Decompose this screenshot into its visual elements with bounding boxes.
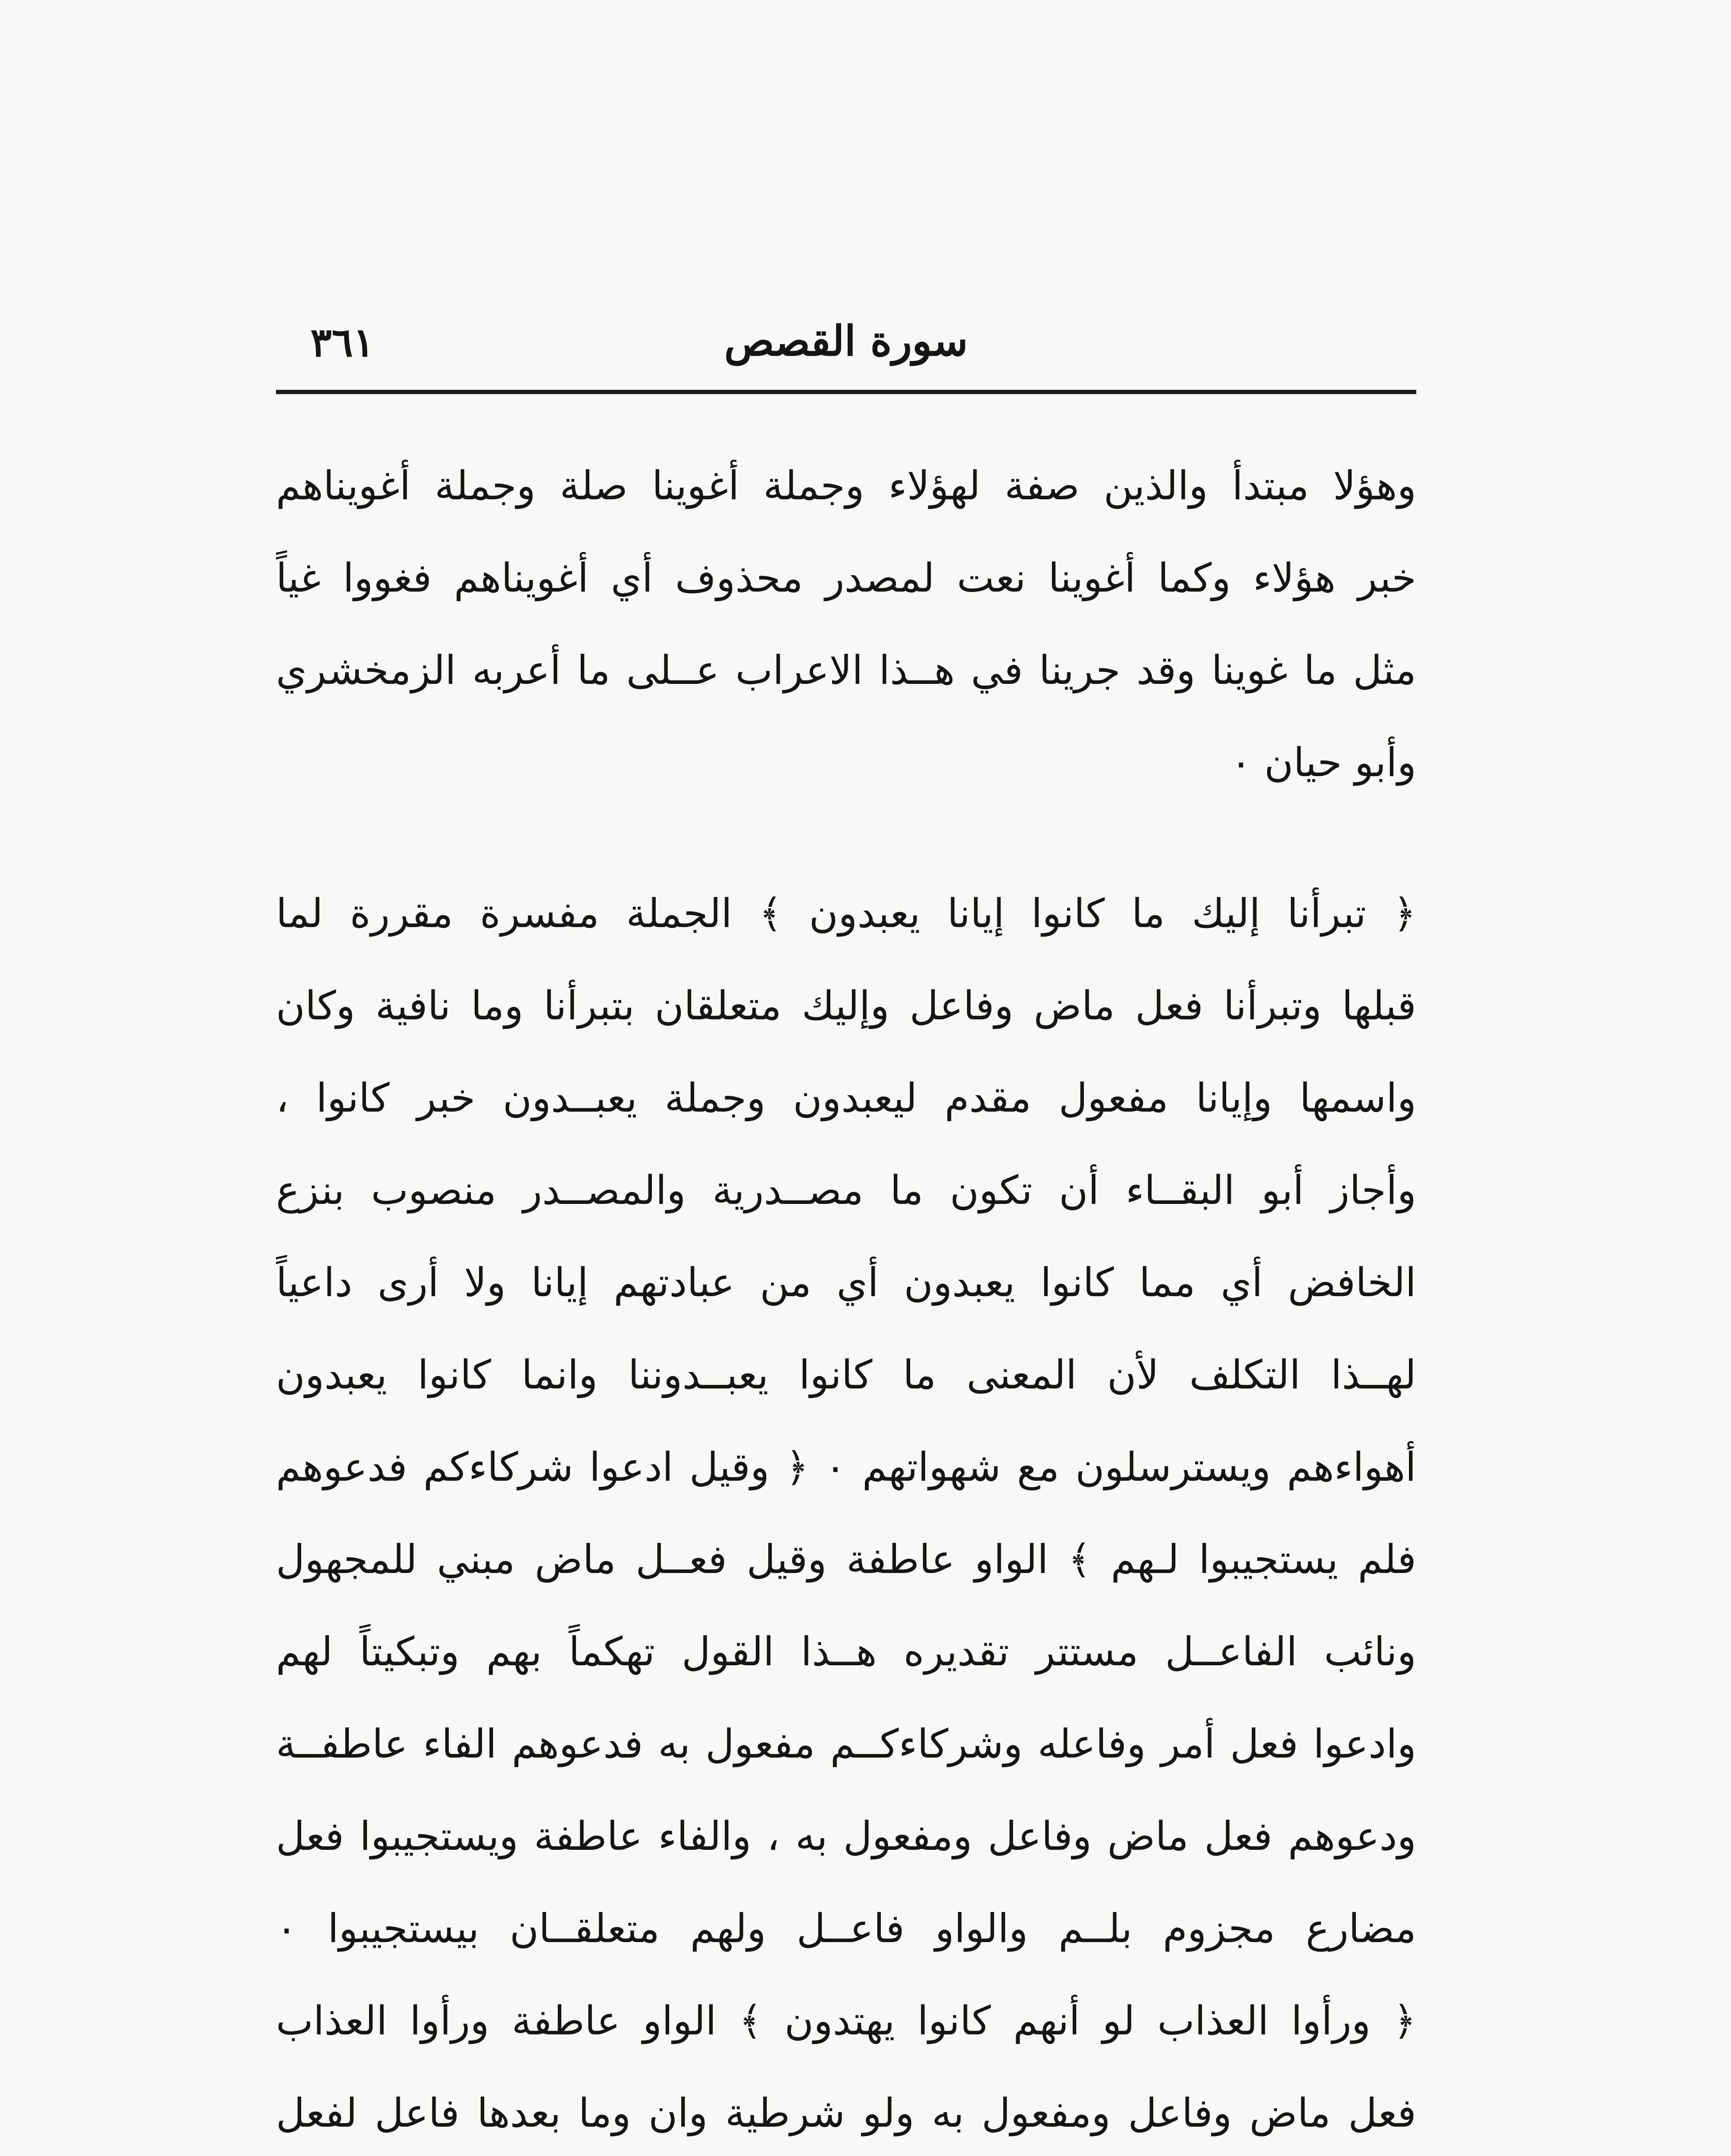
header-divider — [276, 390, 1416, 394]
text-line: أهواءهم ويسترسلون مع شهواتهم ٠ ﴿ وقيل ادعوا شركاءكم فدعوهم — [276, 1444, 1416, 1490]
text-line: وأبو حيان ٠ — [1230, 740, 1416, 786]
text-line: ﴿ ورأوا العذاب لو أنهم كانوا يهتدون ﴾ الواو عاطفة ورأوا العذاب — [276, 1998, 1416, 2044]
text-line: واسمها وإيانا مفعول مقدم ليعبدون وجملة يعبــدون خبر كانوا ، — [276, 1075, 1416, 1121]
text-line: وادعوا فعل أمر وفاعله وشركاءكــم مفعول به فدعوهم الفاء عاطفــة — [276, 1721, 1416, 1767]
text-line: قبلها وتبرأنا فعل ماض وفاعل وإليك متعلقان بتبرأنا وما نافية وكان — [276, 983, 1416, 1029]
page-header — [276, 302, 1416, 388]
text-line: مثل ما غوينا وقد جرينا في هــذا الاعراب عــلى ما أعربه الزمخشري — [276, 647, 1416, 693]
text-line: ودعوهم فعل ماض وفاعل ومفعول به ، والفاء عاطفة ويستجيبوا فعل — [276, 1813, 1416, 1859]
text-line: فلم يستجيبوا لـهم ﴾ الواو عاطفة وقيل فعــل ماض مبني للمجهول — [276, 1536, 1416, 1583]
text-line: مضارع مجزوم بلــم والواو فاعــل ولهم متعلقــان بيستجيبوا ٠ — [276, 1905, 1416, 1952]
text-line: الخافض أي مما كانوا يعبدون أي من عبادتهم إيانا ولا أرى داعياً — [276, 1260, 1416, 1306]
text-line: وهؤلا مبتدأ والذين صفة لهؤلاء وجملة أغوينا صلة وجملة أغويناهم — [276, 463, 1416, 509]
text-line: فعل ماض وفاعل ومفعول به ولو شرطية وان وما بعدها فاعل لفعل — [276, 2090, 1416, 2136]
surah-title: سورة القصص — [724, 317, 968, 365]
text-line: وأجاز أبو البقــاء أن تكون ما مصــدرية والمصــدر منصوب بنزع — [276, 1167, 1416, 1213]
paragraph-gap — [276, 809, 1416, 868]
text-line: لهــذا التكلف لأن المعنى ما كانوا يعبــدوننا وانما كانوا يعبدون — [276, 1352, 1416, 1398]
text-line: خبر هؤلاء وكما أغوينا نعت لمصدر محذوف أي أغويناهم فغووا غياً — [276, 555, 1416, 601]
text-line: ﴿ تبرأنا إليك ما كانوا إيانا يعبدون ﴾ الجملة مفسرة مقررة لما — [276, 890, 1416, 937]
page-number: ٣٦١ — [310, 319, 375, 366]
text-line: ونائب الفاعــل مستتر تقديره هــذا القول تهكماً بهم وتبكيتاً لهم — [276, 1629, 1416, 1675]
body-text — [276, 440, 1416, 2156]
